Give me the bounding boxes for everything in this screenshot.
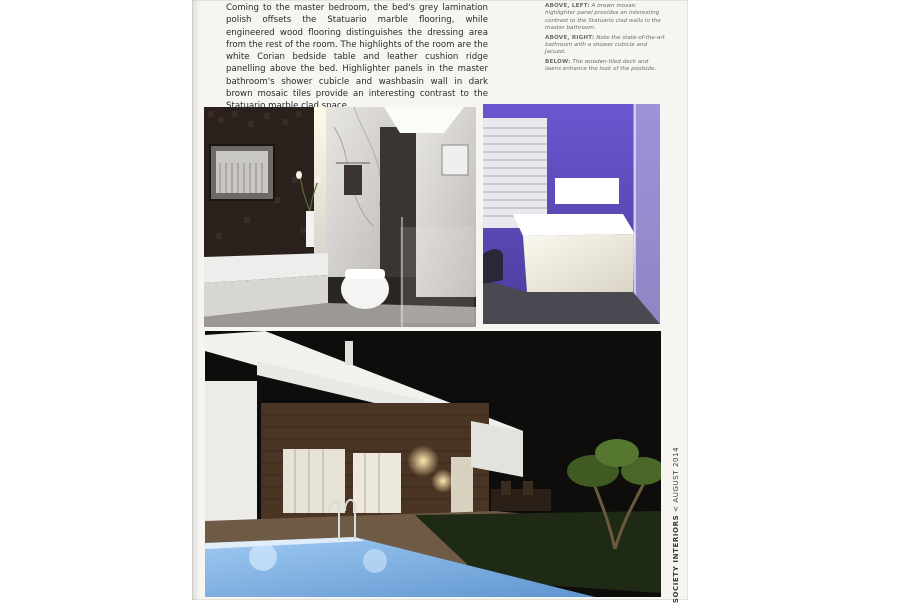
caption-text: A brown mosaic highlighter panel provides an interesting contrast to the Statuario clad walls in the master bathroom.: [545, 3, 661, 32]
issue-date: AUGUST 2014: [672, 446, 681, 503]
caption-lead: BELOW:: [545, 58, 571, 65]
footer-credit-text: [672, 447, 680, 603]
photo-captions: [545, 3, 665, 76]
caption-below: [545, 59, 665, 74]
photo-master-bathroom: [204, 107, 476, 327]
page-gutter-shadow: [192, 0, 200, 600]
caption-lead: ABOVE, RIGHT:: [545, 34, 595, 41]
caption-text: Note the state-of-the-art bathroom with a shower cubicle and Jacuzzi.: [545, 34, 665, 56]
caption-above-right: [545, 35, 665, 57]
footer-separator: <: [672, 502, 681, 515]
publication-name: SOCIETY INTERIORS: [672, 514, 681, 603]
photo-jacuzzi-bathroom: [483, 104, 660, 324]
page-footer-credit: [661, 446, 691, 603]
caption-above-left: [545, 3, 665, 33]
caption-text: The wooden-tiled deck and lawns enhance the look of the poolside.: [545, 58, 657, 73]
article-body-text: Coming to the master bedroom, the bed's grey lamination polish offsets the Statuario marble flooring, while engineered wood flooring distinguishes the dressing area from the rest of the room. The highlights of the room are the white Corian bedside table and leather cushion ridge panelling above the bed. Highlighter panels in the master bathroom's shower cubicle and washbasin wall in dark brown mosaic tiles provide an interesting contrast to the: [226, 3, 488, 100]
photo-poolside-night: [205, 331, 661, 597]
caption-lead: ABOVE, LEFT:: [545, 3, 590, 9]
